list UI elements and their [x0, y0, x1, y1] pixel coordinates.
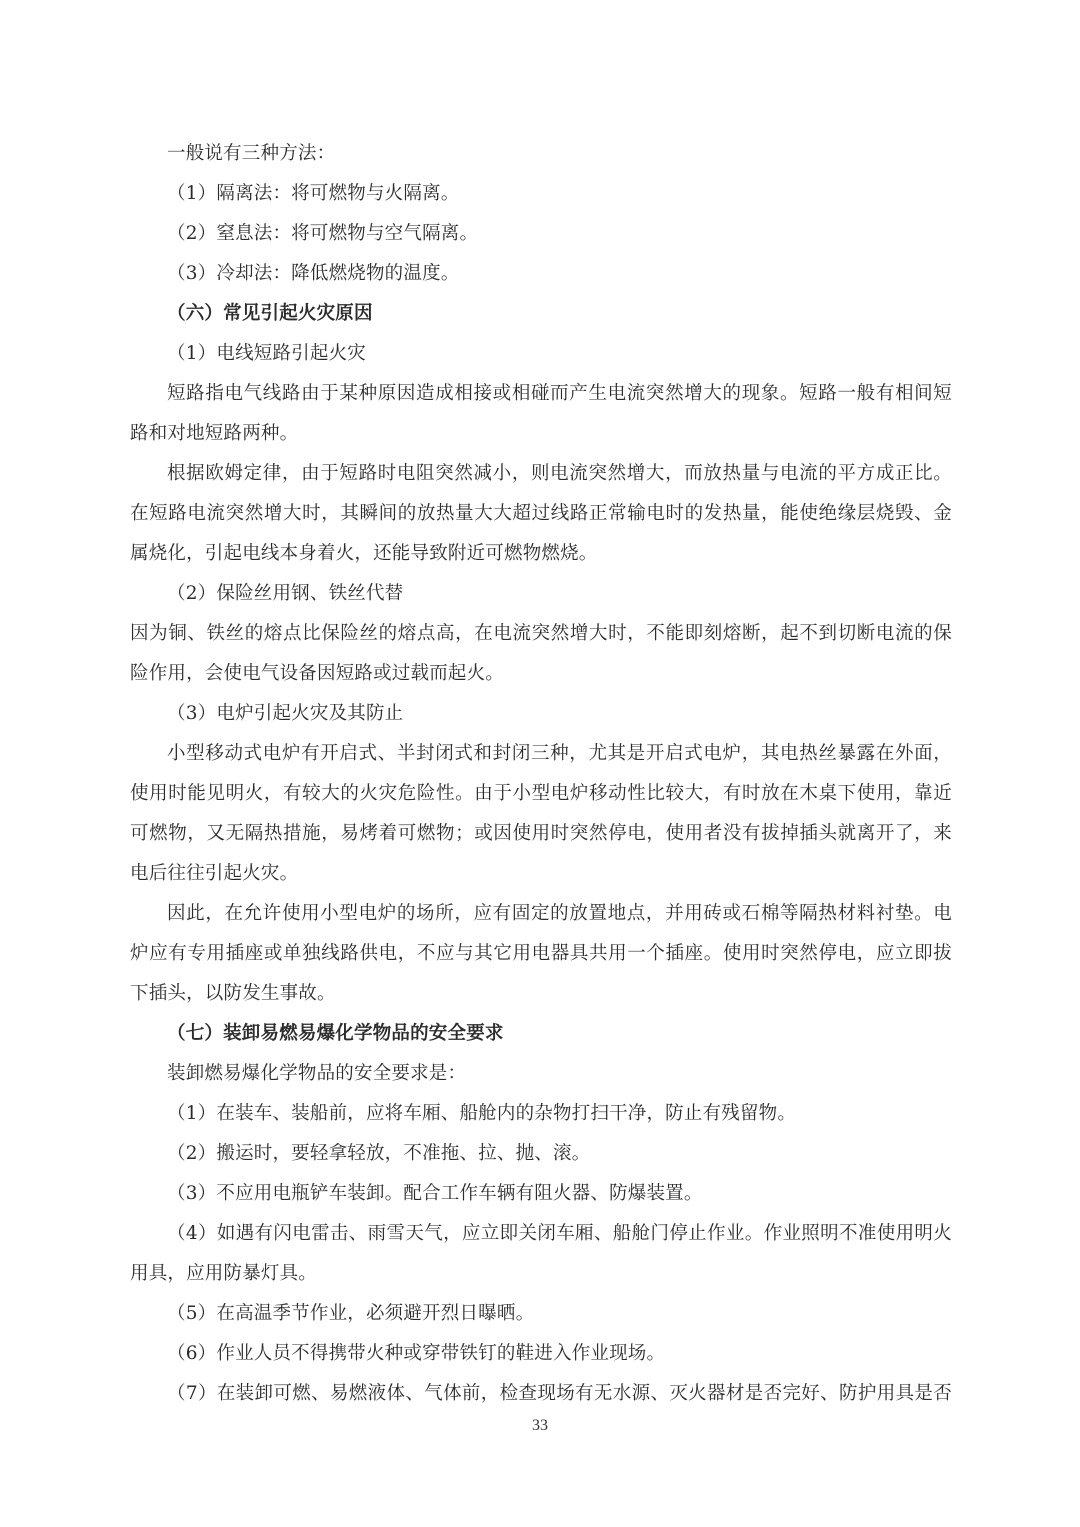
paragraph-line: 短路指电气线路由于某种原因造成相接或相碰而产生电流突然增大的现象。短路一般有相间短 — [167, 383, 952, 404]
list-item: （5）在高温季节作业，必须避开烈日曝晒。 — [167, 1303, 535, 1324]
list-item: （3）冷却法：降低燃烧物的温度。 — [167, 263, 460, 284]
paragraph-line: 因此，在允许使用小型电炉的场所，应有固定的放置地点，并用砖或石棉等隔热材料衬垫。电 — [167, 903, 952, 924]
paragraph-line: 因为铜、铁丝的熔点比保险丝的熔点高，在电流突然增大时，不能即刻熔断，起不到切断电流的保 — [130, 623, 952, 644]
paragraph-line: 一般说有三种方法： — [167, 143, 336, 164]
list-item: （2）窒息法：将可燃物与空气隔离。 — [167, 223, 479, 244]
list-item: （3）不应用电瓶铲车装卸。配合工作车辆有阻火器、防爆装置。 — [167, 1183, 703, 1204]
list-item: （4）如遇有闪电雷击、雨雪天气，应立即关闭车厢、船舱门停止作业。作业照明不准使用明火 — [167, 1223, 952, 1244]
paragraph-line: 在短路电流突然增大时，其瞬间的放热量大大超过线路正常输电时的发热量，能使绝缘层烧毁、金 — [130, 503, 952, 524]
paragraph-line: 炉应有专用插座或单独线路供电，不应与其它用电器具共用一个插座。使用时突然停电，应立即拔 — [130, 943, 952, 964]
list-item: （2）搬运时，要轻拿轻放，不准拖、拉、抛、滚。 — [167, 1143, 591, 1164]
page-number: 33 — [532, 1417, 548, 1434]
paragraph-line: 属烧化，引起电线本身着火，还能导致附近可燃物燃烧。 — [130, 543, 598, 564]
list-item: （1）隔离法：将可燃物与火隔离。 — [167, 183, 460, 204]
paragraph-line: 电后往往引起火灾。 — [130, 863, 299, 884]
list-item: （1）在装车、装船前，应将车厢、船舱内的杂物打扫干净，防止有残留物。 — [167, 1103, 797, 1124]
paragraph-line: 路和对地短路两种。 — [130, 423, 299, 444]
subsection-heading: （1）电线短路引起火灾 — [167, 343, 366, 364]
paragraph-line: 险作用，会使电气设备因短路或过载而起火。 — [130, 663, 505, 684]
list-item: （7）在装卸可燃、易燃液体、气体前，检查现场有无水源、灭火器材是否完好、防护用具是否 — [167, 1383, 952, 1404]
paragraph-line: 小型移动式电炉有开启式、半封闭式和封闭三种，尤其是开启式电炉，其电热丝暴露在外面， — [167, 743, 952, 764]
section-heading: （七）装卸易燃易爆化学物品的安全要求 — [167, 1023, 504, 1044]
page-body — [130, 134, 952, 1414]
subsection-heading: （3）电炉引起火灾及其防止 — [167, 703, 404, 724]
list-item: （6）作业人员不得携带火种或穿带铁钉的鞋进入作业现场。 — [167, 1343, 666, 1364]
section-heading: （六）常见引起火灾原因 — [167, 303, 373, 324]
paragraph-line: 使用时能见明火，有较大的火灾危险性。由于小型电炉移动性比较大，有时放在木桌下使用，靠近 — [130, 783, 952, 804]
paragraph-line: 根据欧姆定律，由于短路时电阻突然减小，则电流突然增大，而放热量与电流的平方成正比。 — [167, 463, 952, 484]
paragraph-line: 装卸燃易爆化学物品的安全要求是： — [167, 1063, 467, 1084]
paragraph-line: 可燃物，又无隔热措施，易烤着可燃物；或因使用时突然停电，使用者没有拔掉插头就离开了，来 — [130, 823, 952, 844]
subsection-heading: （2）保险丝用钢、铁丝代替 — [167, 583, 404, 604]
paragraph-line: 用具，应用防暴灯具。 — [130, 1263, 318, 1284]
paragraph-line: 下插头，以防发生事故。 — [130, 983, 336, 1004]
